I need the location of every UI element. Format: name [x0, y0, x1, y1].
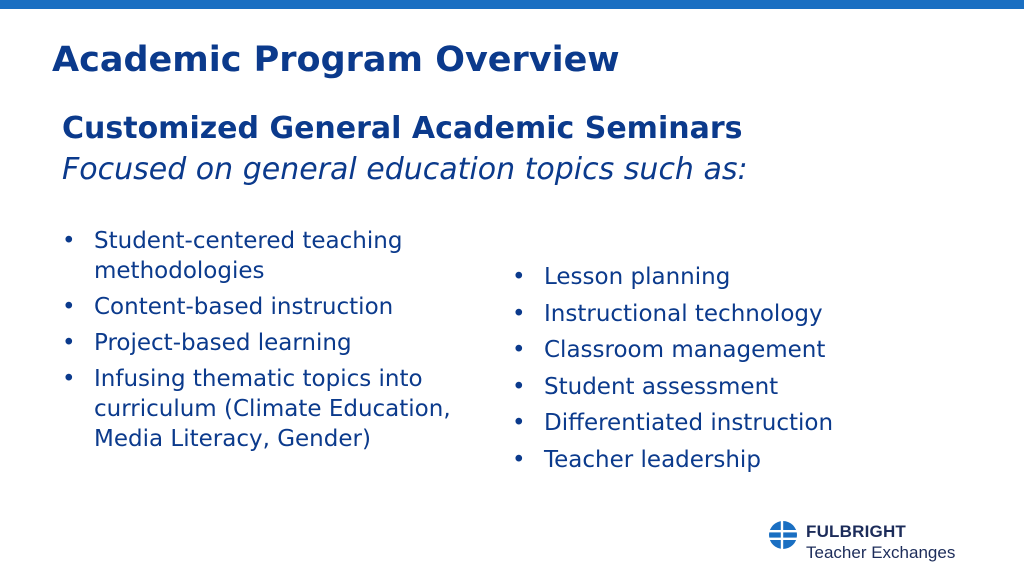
- list-item-text: Teacher leadership: [544, 446, 761, 473]
- list-item: [512, 372, 932, 402]
- bullet-marker: •: [512, 337, 526, 363]
- list-item-text: Student assessment: [544, 373, 779, 400]
- slide-title: Academic Program Overview: [52, 40, 620, 80]
- bullet-marker: •: [62, 294, 76, 320]
- list-item-text: Differentiated instruction: [544, 410, 834, 436]
- bullet-marker: •: [62, 366, 76, 392]
- list-item-text: Student-centered teaching methodologies: [94, 228, 403, 284]
- list-item-text: Instructional technology: [544, 300, 823, 327]
- list-item-text: Infusing thematic topics into curriculum (Climate Education, Media Literacy, Gender): [94, 366, 451, 452]
- list-item: [512, 408, 932, 438]
- slide-subtitle: Customized General Academic Seminars: [62, 111, 743, 146]
- globe-icon: [768, 520, 798, 550]
- bullet-marker: •: [512, 264, 526, 290]
- bullet-marker: •: [512, 410, 526, 436]
- list-item-text: Project-based learning: [94, 330, 352, 356]
- fulbright-logo: [766, 518, 986, 566]
- list-item: [512, 335, 932, 365]
- list-item: [62, 364, 494, 454]
- bullet-marker: •: [512, 373, 526, 400]
- list-item: [512, 262, 932, 292]
- list-item: [512, 445, 932, 475]
- slide-tagline: Focused on general education topics such as:: [62, 152, 748, 187]
- bullet-marker: •: [62, 330, 76, 356]
- bullet-marker: •: [62, 228, 76, 254]
- list-item: [62, 328, 482, 358]
- logo-name: FULBRIGHT: [806, 522, 907, 541]
- bullet-marker: •: [512, 300, 526, 327]
- list-item-text: Lesson planning: [544, 264, 731, 290]
- left-bullet-list: [62, 226, 482, 460]
- list-item: [62, 292, 482, 322]
- list-item: [62, 226, 434, 286]
- list-item: [512, 299, 932, 329]
- list-item-text: Classroom management: [544, 337, 826, 363]
- top-accent-bar: [0, 0, 1024, 9]
- logo-subtitle: Teacher Exchanges: [806, 543, 956, 562]
- right-bullet-list: [512, 262, 932, 481]
- list-item-text: Content-based instruction: [94, 294, 394, 320]
- bullet-marker: •: [512, 446, 526, 473]
